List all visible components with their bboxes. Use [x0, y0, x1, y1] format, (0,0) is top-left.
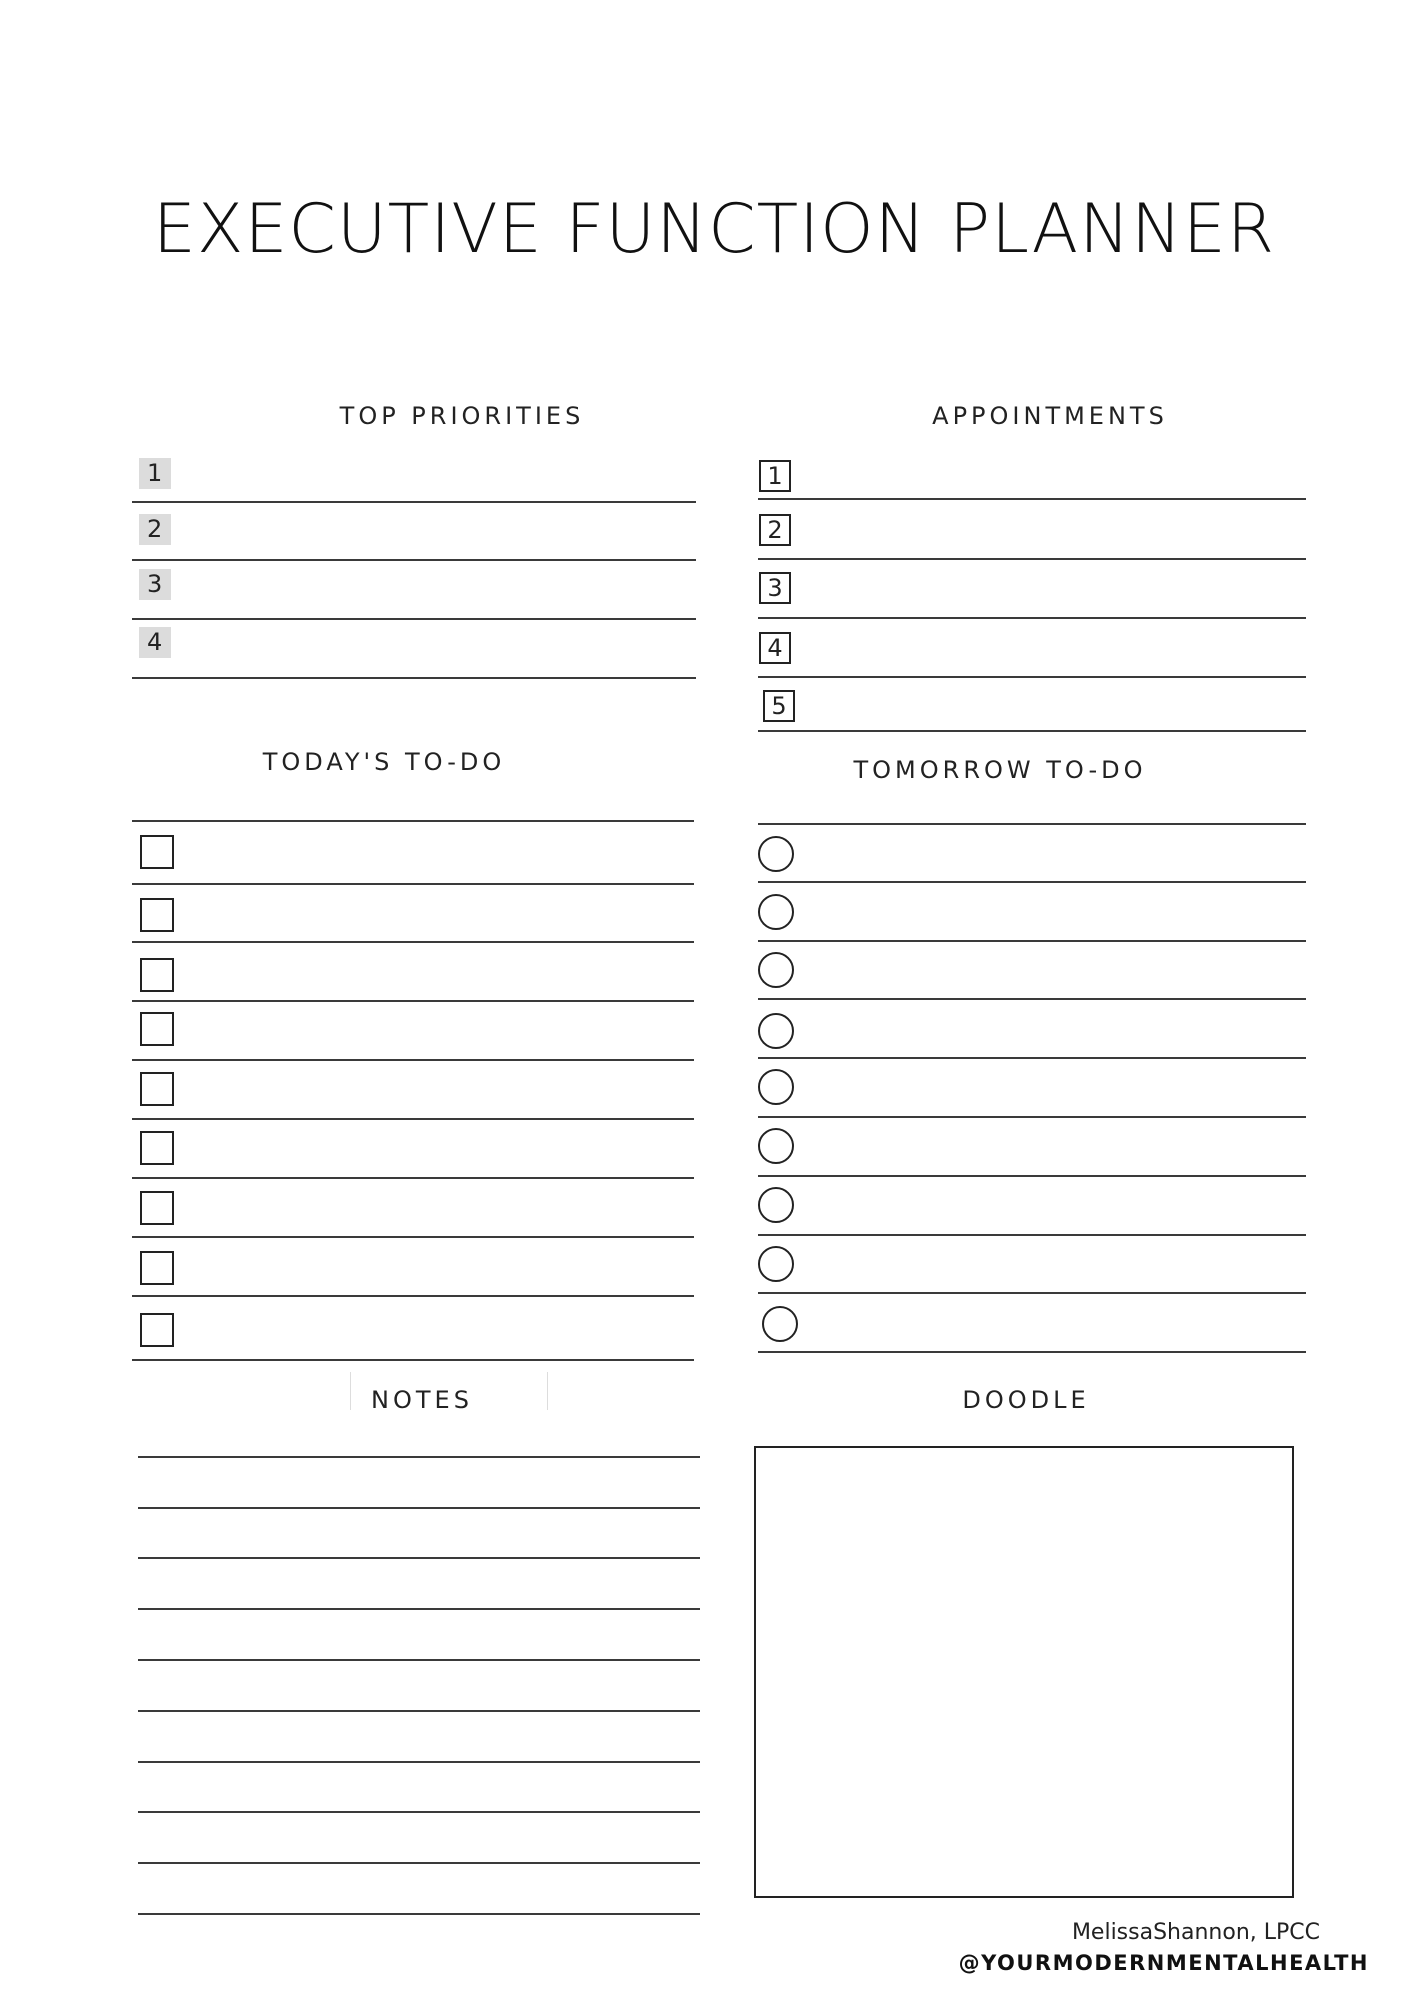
appointment-line-1[interactable]	[758, 498, 1306, 500]
notes-line-7[interactable]	[138, 1761, 700, 1763]
tomorrow-todo-heading: TOMORROW TO-DO	[853, 756, 1147, 784]
tomorrow-circle-8[interactable]	[758, 1246, 794, 1282]
page-title: EXECUTIVE FUNCTION PLANNER	[152, 190, 1276, 269]
todays-todo-top-line	[132, 820, 694, 822]
todo-checkbox-1[interactable]	[140, 835, 174, 869]
top-priorities-heading: TOP PRIORITIES	[339, 402, 585, 430]
tomorrow-line-9[interactable]	[758, 1351, 1306, 1353]
tomorrow-line-4[interactable]	[758, 1057, 1306, 1059]
todo-line-3[interactable]	[132, 1000, 694, 1002]
todo-line-8[interactable]	[132, 1295, 694, 1297]
notes-line-8[interactable]	[138, 1811, 700, 1813]
appointment-line-3[interactable]	[758, 617, 1306, 619]
notes-line-1[interactable]	[138, 1456, 700, 1458]
todo-checkbox-9[interactable]	[140, 1313, 174, 1347]
notes-line-2[interactable]	[138, 1507, 700, 1509]
tomorrow-line-7[interactable]	[758, 1234, 1306, 1236]
priority-number-1: 1	[139, 458, 171, 489]
notes-heading: NOTES	[371, 1386, 473, 1414]
todo-line-4[interactable]	[132, 1059, 694, 1061]
appointment-line-2[interactable]	[758, 558, 1306, 560]
priority-line-3[interactable]	[132, 618, 696, 620]
tomorrow-circle-2[interactable]	[758, 894, 794, 930]
priority-line-4[interactable]	[132, 677, 696, 679]
priority-line-1[interactable]	[132, 501, 696, 503]
tomorrow-circle-7[interactable]	[758, 1187, 794, 1223]
todo-line-7[interactable]	[132, 1236, 694, 1238]
todo-line-6[interactable]	[132, 1177, 694, 1179]
author-credit: MelissaShannon, LPCC	[1071, 1920, 1320, 1945]
todo-checkbox-6[interactable]	[140, 1131, 174, 1165]
todo-checkbox-5[interactable]	[140, 1072, 174, 1106]
tomorrow-circle-1[interactable]	[758, 836, 794, 872]
tomorrow-todo-top-line	[758, 823, 1306, 825]
tomorrow-line-6[interactable]	[758, 1175, 1306, 1177]
notes-line-10[interactable]	[138, 1913, 700, 1915]
appointment-number-1: 1	[759, 460, 791, 492]
todays-todo-heading: TODAY'S TO-DO	[262, 748, 506, 776]
notes-line-3[interactable]	[138, 1557, 700, 1559]
doodle-heading: DOODLE	[962, 1386, 1090, 1414]
todo-checkbox-4[interactable]	[140, 1012, 174, 1046]
appointment-line-5[interactable]	[758, 730, 1306, 732]
appointment-line-4[interactable]	[758, 676, 1306, 678]
todo-line-5[interactable]	[132, 1118, 694, 1120]
tomorrow-line-5[interactable]	[758, 1116, 1306, 1118]
notes-line-6[interactable]	[138, 1710, 700, 1712]
tomorrow-circle-4[interactable]	[758, 1013, 794, 1049]
tomorrow-line-2[interactable]	[758, 940, 1306, 942]
doodle-box[interactable]	[754, 1446, 1294, 1898]
social-handle: @YOURMODERNMENTALHEALTH	[958, 1951, 1369, 1975]
tomorrow-line-1[interactable]	[758, 881, 1306, 883]
todo-line-1[interactable]	[132, 883, 694, 885]
notes-divider-right	[547, 1372, 548, 1410]
todo-checkbox-7[interactable]	[140, 1191, 174, 1225]
notes-line-5[interactable]	[138, 1659, 700, 1661]
appointment-number-5: 5	[763, 690, 795, 722]
notes-line-4[interactable]	[138, 1608, 700, 1610]
tomorrow-circle-9[interactable]	[762, 1306, 798, 1342]
priority-line-2[interactable]	[132, 559, 696, 561]
tomorrow-circle-5[interactable]	[758, 1069, 794, 1105]
tomorrow-line-3[interactable]	[758, 998, 1306, 1000]
appointment-number-4: 4	[759, 632, 791, 664]
priority-number-4: 4	[139, 627, 171, 658]
priority-number-2: 2	[139, 514, 171, 545]
todo-line-2[interactable]	[132, 941, 694, 943]
todo-checkbox-2[interactable]	[140, 898, 174, 932]
appointment-number-2: 2	[759, 514, 791, 546]
appointments-heading: APPOINTMENTS	[932, 402, 1168, 430]
tomorrow-line-8[interactable]	[758, 1292, 1306, 1294]
tomorrow-circle-3[interactable]	[758, 952, 794, 988]
notes-divider-left	[350, 1372, 351, 1410]
todo-checkbox-3[interactable]	[140, 958, 174, 992]
priority-number-3: 3	[139, 569, 171, 600]
notes-line-9[interactable]	[138, 1862, 700, 1864]
todo-checkbox-8[interactable]	[140, 1251, 174, 1285]
appointment-number-3: 3	[759, 572, 791, 604]
todo-line-9[interactable]	[132, 1359, 694, 1361]
tomorrow-circle-6[interactable]	[758, 1128, 794, 1164]
